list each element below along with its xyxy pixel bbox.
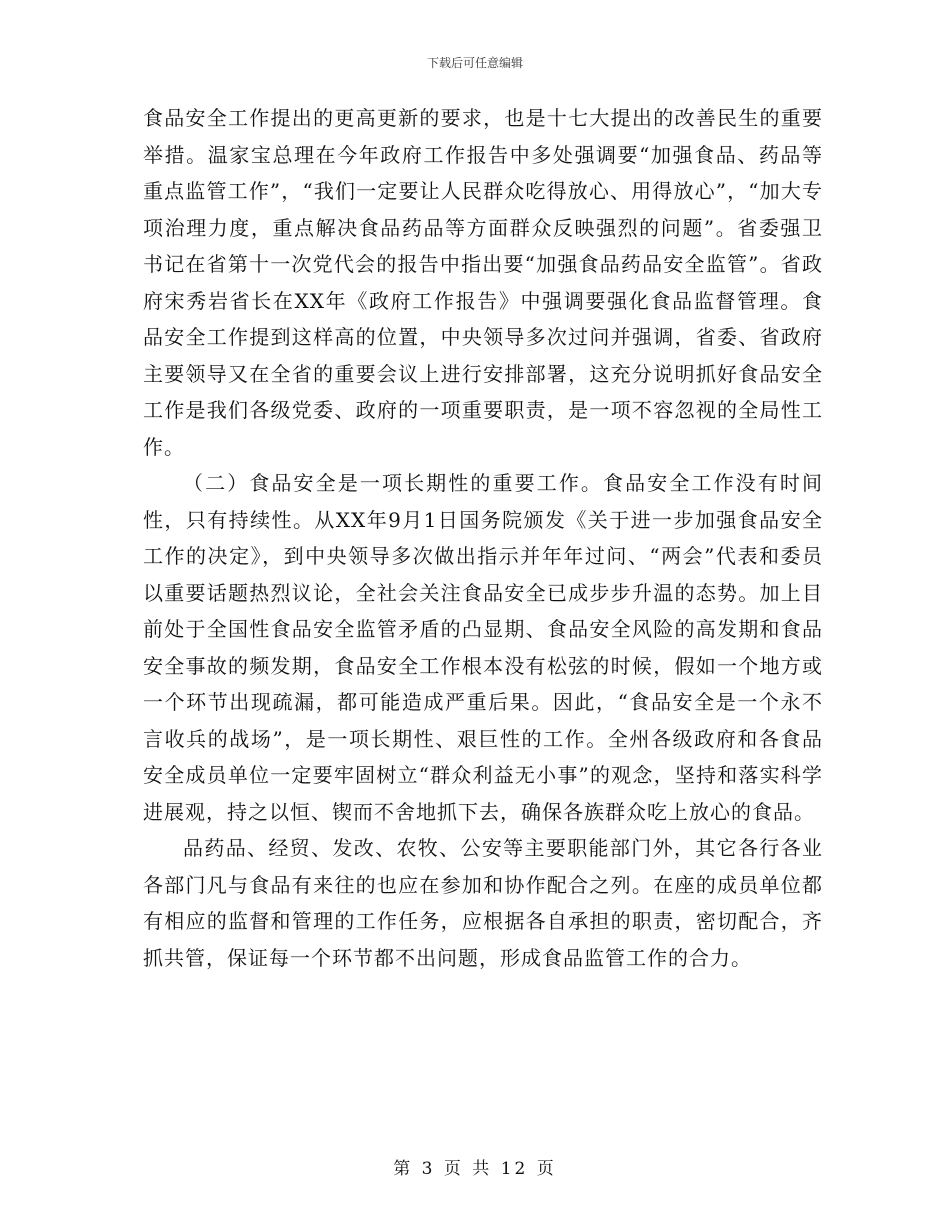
document-body — [143, 100, 823, 976]
paragraph-1: 食品安全工作提出的更高更新的要求，也是十七大提出的改善民生的重要举措。温家宝总理在今年政府工作报告中多处强调要“加强食品、药品等重点监管工作”，“我们一定要让人民群众吃得放心、用得放心”，“加大专项治理力度，重点解决食品药品等方面群众反映强烈的问题”。省委强卫书记在省第十一次党代会的报告中指出要“加强食品药品安全监管”。省政府宋秀岩省长在XX年《政府工作报告》中强调要强化食品监督管理。食品安全工作提到这样高的位置，中央领导多次过问并强调，省委、省政府主要领导又在全省的重要会议上进行安排部署，这充分说明抓好食品安全工作是我们各级党委、政府的一项重要职责，是一项不容忽视的全局性工作。 — [143, 106, 823, 459]
paragraph-3: 品药品、经贸、发改、农牧、公安等主要职能部门外，其它各行各业各部门凡与食品有来往的也应在参加和协作配合之列。在座的成员单位都有相应的监督和管理的工作任务，应根据各自承担的职责，密切配合，齐抓共管，保证每一个环节都不出问题，形成食品监管工作的合力。 — [143, 836, 823, 970]
page-number-footer: 第 3 页 共 12 页 — [393, 1159, 557, 1179]
page-header: 下载后可任意编辑 — [426, 56, 523, 70]
paragraph-2: （二）食品安全是一项长期性的重要工作。食品安全工作没有时间性，只有持续性。从XX年9月1日国务院颁发《关于进一步加强食品安全工作的决定》，到中央领导多次做出指示并年年过问、“两会”代表和委员以重要话题热烈议论，全社会关注食品安全已成步步升温的态势。加上目前处于全国性食品安全监管矛盾的凸显期、食品安全风险的高发期和食品安全事故的频发期，食品安全工作根本没有松弦的时候，假如一个地方或一个环节出现疏漏，都可能造成严重后果。因此，“食品安全是一个永不言收兵的战场”，是一项长期性、艰巨性的工作。全州各级政府和各食品安全成员单位一定要牢固树立“群众利益无小事”的观念，坚持和落实科学进展观，持之以恒、锲而不舍地抓下去，确保各族群众吃上放心的食品。 — [143, 471, 823, 824]
